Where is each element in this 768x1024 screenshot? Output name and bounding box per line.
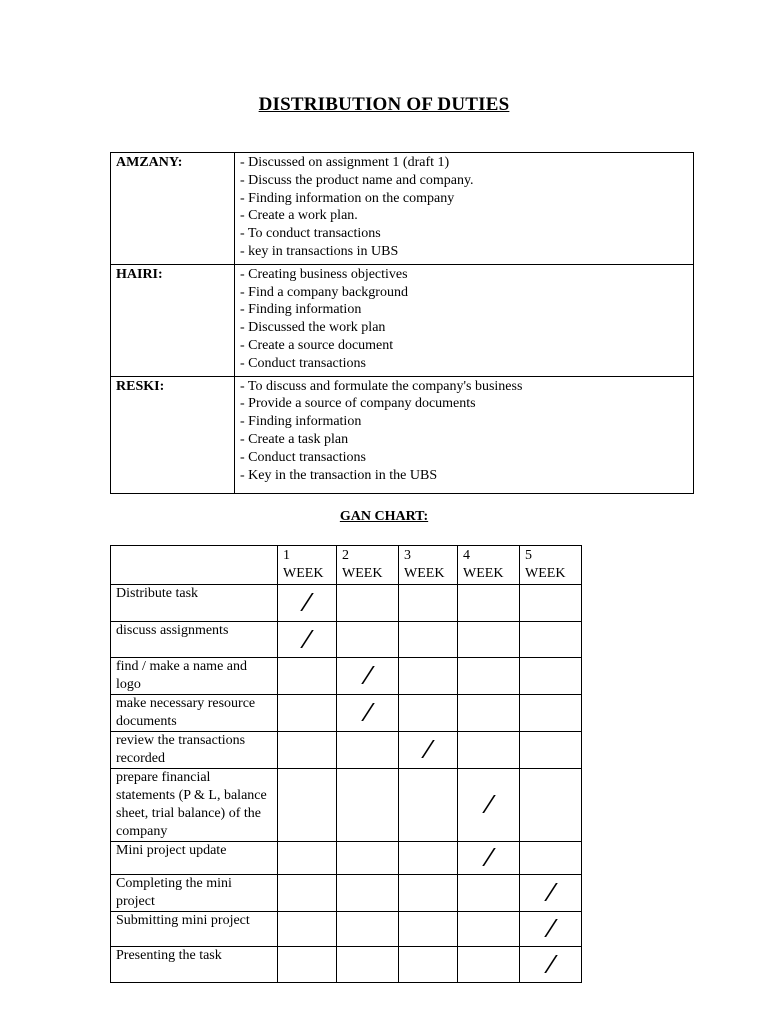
duty-item: - Create a task plan	[240, 431, 349, 447]
week-header	[337, 546, 399, 585]
gantt-row	[111, 769, 582, 842]
week-header	[520, 546, 582, 585]
gantt-empty-cell	[520, 732, 582, 769]
duty-row-reski	[111, 376, 694, 493]
gantt-task-label: Mini project update	[111, 842, 278, 875]
gantt-empty-cell	[399, 695, 458, 732]
gantt-empty-cell	[458, 658, 520, 695]
gantt-empty-cell	[458, 732, 520, 769]
week-number: 2	[342, 548, 349, 563]
gantt-empty-cell	[337, 732, 399, 769]
gantt-empty-cell	[458, 585, 520, 622]
gantt-table	[110, 545, 582, 983]
gantt-empty-cell	[337, 585, 399, 622]
week-header	[458, 546, 520, 585]
gantt-task-label: Presenting the task	[111, 947, 278, 983]
gantt-task-label: find / make a name and logo	[111, 658, 278, 695]
gantt-row	[111, 585, 582, 622]
week-header	[278, 546, 337, 585]
gantt-empty-cell	[337, 947, 399, 983]
gantt-row	[111, 875, 582, 912]
week-label: WEEK	[463, 566, 504, 581]
gantt-empty-cell	[399, 585, 458, 622]
week-label: WEEK	[283, 566, 324, 581]
gantt-empty-cell	[458, 622, 520, 658]
duty-list	[235, 153, 694, 265]
gantt-empty-cell	[337, 842, 399, 875]
duty-item: - Conduct transactions	[240, 355, 366, 371]
gantt-row	[111, 658, 582, 695]
week-number: 4	[463, 548, 470, 563]
gantt-empty-cell	[520, 695, 582, 732]
gantt-empty-cell	[458, 947, 520, 983]
gantt-empty-cell	[278, 658, 337, 695]
gantt-body	[111, 585, 582, 983]
gantt-row	[111, 732, 582, 769]
gantt-empty-cell	[520, 842, 582, 875]
gantt-mark-cell	[520, 947, 582, 983]
duty-item: - Finding information	[240, 414, 362, 430]
gantt-check-mark: /	[301, 626, 313, 652]
duty-item: - Create a work plan.	[240, 208, 358, 224]
gantt-row	[111, 695, 582, 732]
week-number: 3	[404, 548, 411, 563]
gantt-mark-cell	[337, 658, 399, 695]
gantt-mark-cell	[278, 622, 337, 658]
gantt-check-mark: /	[362, 700, 374, 725]
gantt-empty-cell	[278, 875, 337, 912]
gantt-check-mark: /	[545, 916, 557, 941]
gantt-empty-cell	[399, 658, 458, 695]
duty-row-hairi	[111, 264, 694, 376]
gantt-task-label: make necessary resource documents	[111, 695, 278, 732]
gantt-empty-cell	[399, 912, 458, 947]
gantt-empty-cell	[399, 947, 458, 983]
gantt-check-mark: /	[422, 737, 434, 762]
week-header	[399, 546, 458, 585]
duty-list	[235, 376, 694, 493]
gantt-empty-cell	[278, 842, 337, 875]
gantt-empty-cell	[520, 585, 582, 622]
duty-item: - Find a company background	[240, 284, 408, 300]
gantt-empty-cell	[399, 622, 458, 658]
gantt-row	[111, 622, 582, 658]
week-number: 5	[525, 548, 532, 563]
duty-item: - Key in the transaction in the UBS	[240, 467, 438, 483]
gantt-empty-cell	[399, 842, 458, 875]
gantt-task-label: Submitting mini project	[111, 912, 278, 947]
week-label: WEEK	[404, 566, 445, 581]
gantt-empty-cell	[337, 875, 399, 912]
duty-item: - key in transactions in UBS	[240, 243, 399, 259]
gantt-mark-cell	[520, 875, 582, 912]
gantt-mark-cell	[520, 912, 582, 947]
gantt-empty-cell	[337, 912, 399, 947]
week-label: WEEK	[525, 566, 566, 581]
gantt-empty-cell	[458, 875, 520, 912]
duty-row-amzany	[111, 153, 694, 265]
duty-item: - Finding information	[240, 302, 362, 318]
member-name: HAIRI:	[111, 264, 235, 376]
document-title: DISTRIBUTION OF DUTIES	[258, 94, 510, 115]
gantt-empty-cell	[520, 658, 582, 695]
member-name: RESKI:	[111, 376, 235, 493]
duty-item: - To conduct transactions	[240, 226, 381, 242]
gantt-mark-cell	[458, 842, 520, 875]
gantt-row	[111, 842, 582, 875]
gantt-check-mark: /	[362, 663, 374, 688]
duty-item: - Creating business objectives	[240, 266, 408, 282]
duty-item: - Discussed the work plan	[240, 320, 386, 336]
gantt-mark-cell	[458, 769, 520, 842]
gantt-check-mark: /	[483, 845, 495, 870]
gantt-title: GAN CHART:	[339, 509, 429, 524]
gantt-check-mark: /	[483, 792, 495, 817]
gantt-empty-cell	[458, 695, 520, 732]
duty-item: - Create a source document	[240, 337, 394, 353]
gantt-empty-cell	[278, 769, 337, 842]
gantt-empty-cell	[520, 769, 582, 842]
gantt-empty-cell	[520, 622, 582, 658]
gantt-empty-cell	[337, 769, 399, 842]
gantt-empty-cell	[399, 769, 458, 842]
gantt-row	[111, 912, 582, 947]
gantt-task-label: discuss assignments	[111, 622, 278, 658]
gantt-task-label: review the transactions recorded	[111, 732, 278, 769]
duty-item: - Discussed on assignment 1 (draft 1)	[240, 155, 450, 170]
gantt-task-label: prepare financial statements (P & L, balance sheet, trial balance) of the company	[111, 769, 278, 842]
duty-list	[235, 264, 694, 376]
duty-item: - Discuss the product name and company.	[240, 172, 474, 188]
gantt-task-label: Completing the mini project	[111, 875, 278, 912]
gantt-check-mark: /	[545, 880, 557, 905]
week-label: WEEK	[342, 566, 383, 581]
duty-item: - Provide a source of company documents	[240, 396, 476, 412]
gantt-mark-cell	[337, 695, 399, 732]
gantt-empty-cell	[278, 695, 337, 732]
gantt-check-mark: /	[545, 951, 557, 977]
duty-item: - To discuss and formulate the company's business	[240, 378, 523, 394]
gantt-empty-cell	[399, 875, 458, 912]
gantt-empty-cell	[278, 947, 337, 983]
gantt-mark-cell	[278, 585, 337, 622]
gantt-empty-cell	[337, 622, 399, 658]
gantt-empty-cell	[278, 912, 337, 947]
gantt-empty-cell	[458, 912, 520, 947]
gantt-mark-cell	[399, 732, 458, 769]
duties-table	[110, 152, 694, 494]
duty-item: - Conduct transactions	[240, 449, 366, 465]
gantt-task-label: Distribute task	[111, 585, 278, 622]
duty-item: - Finding information on the company	[240, 190, 455, 206]
gantt-corner-cell	[111, 546, 278, 585]
gantt-empty-cell	[278, 732, 337, 769]
gantt-header-row	[111, 546, 582, 585]
gantt-check-mark: /	[301, 590, 313, 615]
gantt-row	[111, 947, 582, 983]
member-name: AMZANY:	[111, 153, 235, 265]
week-number: 1	[283, 548, 290, 563]
